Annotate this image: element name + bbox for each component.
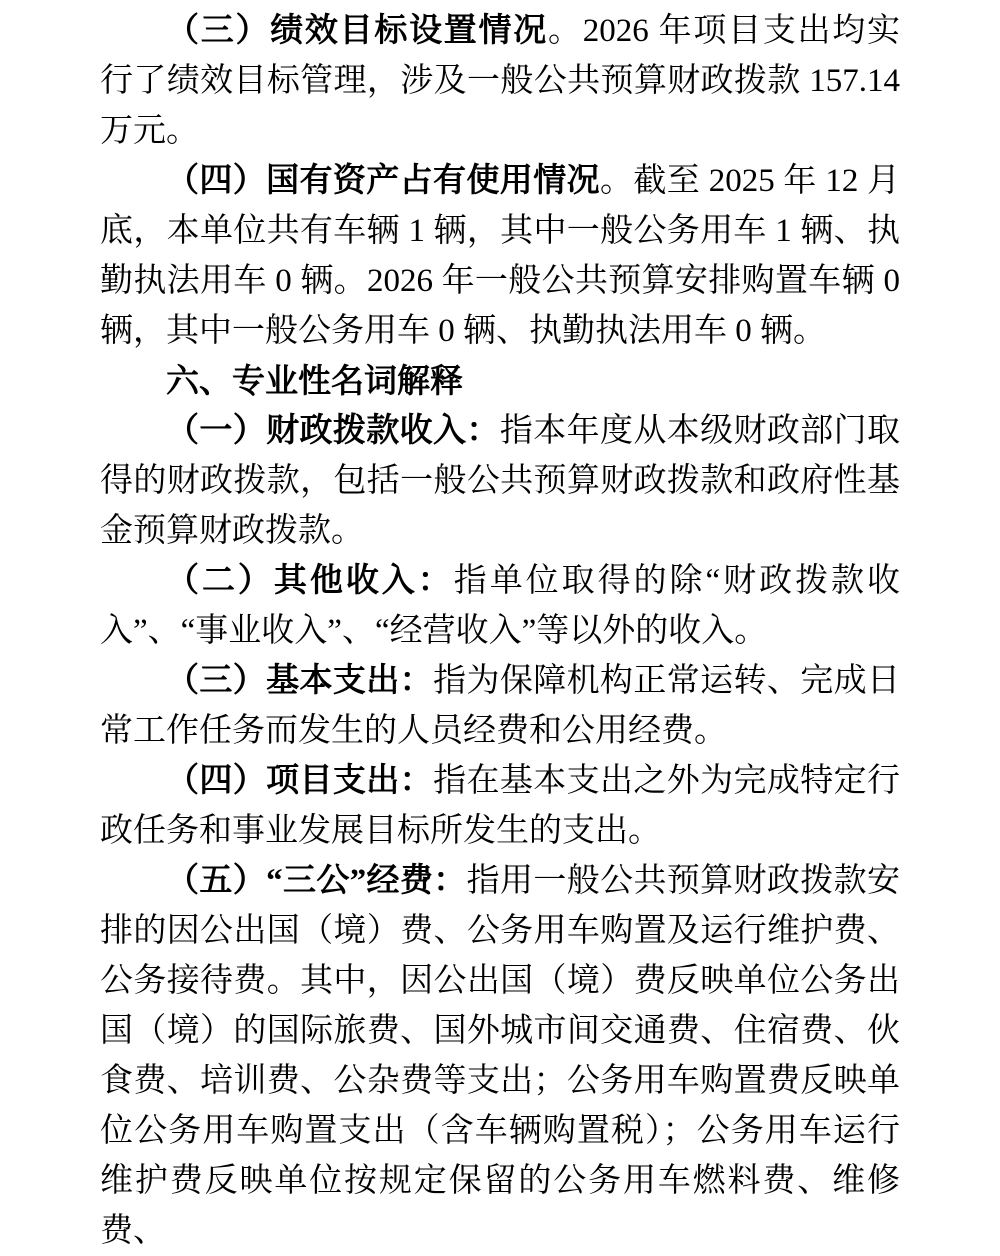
paragraph-bold-lead: （三）绩效目标设置情况	[166, 13, 548, 49]
term-bold-lead: （一）财政拨款收入：	[166, 413, 500, 449]
paragraph-body-text: 。2026 年项目支出均实行了绩效目标管理，涉及一般公共预算财政拨款 157.14 万元。	[100, 13, 901, 149]
term-three-public-expenses	[100, 856, 900, 1256]
term-definition-text: 指本年度从本级财政部门取得的财政拨款，包括一般公共预算财政拨款和政府性基金预算财政拨款。	[100, 413, 901, 549]
term-bold-lead: （二）其他收入：	[166, 563, 454, 599]
term-other-income	[100, 556, 900, 656]
term-project-expenditure	[100, 756, 900, 856]
paragraph-performance-target-setting	[100, 6, 900, 156]
term-definition-text: 指单位取得的除“财政拨款收入”、“事业收入”、“经营收入”等以外的收入。	[100, 563, 901, 649]
term-basic-expenditure	[100, 656, 900, 756]
term-bold-lead: （五）“三公”经费：	[166, 863, 467, 899]
paragraph-bold-lead: （四）国有资产占有使用情况	[166, 163, 600, 199]
paragraph-state-owned-assets	[100, 156, 900, 356]
paragraph-body-text: 。截至 2025 年 12 月底，本单位共有车辆 1 辆，其中一般公务用车 1 辆、执勤执法用车 0 辆。2026 年一般公共预算安排购置车辆 0 辆，其中一般公务用车 0 辆、执勤执法用车 0 辆。	[100, 163, 901, 349]
term-definition-text: 指在基本支出之外为完成特定行政任务和事业发展目标所发生的支出。	[100, 763, 901, 849]
term-definition-text: 指用一般公共预算财政拨款安排的因公出国（境）费、公务用车购置及运行维护费、公务接待费。其中，因公出国（境）费反映单位公务出国（境）的国际旅费、国外城市间交通费、住宿费、伙食费、培训费、公杂费等支出；公务用车购置费反映单位公务用车购置支出（含车辆购置税）；公务用车运行维护费反映单位按规定保留的公务用车燃料费、维修费、	[100, 863, 901, 1249]
section-heading-terminology: 六、专业性名词解释	[166, 362, 463, 399]
term-fiscal-appropriation-income	[100, 406, 900, 556]
term-bold-lead: （四）项目支出：	[166, 763, 434, 799]
term-bold-lead: （三）基本支出：	[166, 663, 434, 699]
term-definition-text: 指为保障机构正常运转、完成日常工作任务而发生的人员经费和公用经费。	[100, 663, 901, 749]
